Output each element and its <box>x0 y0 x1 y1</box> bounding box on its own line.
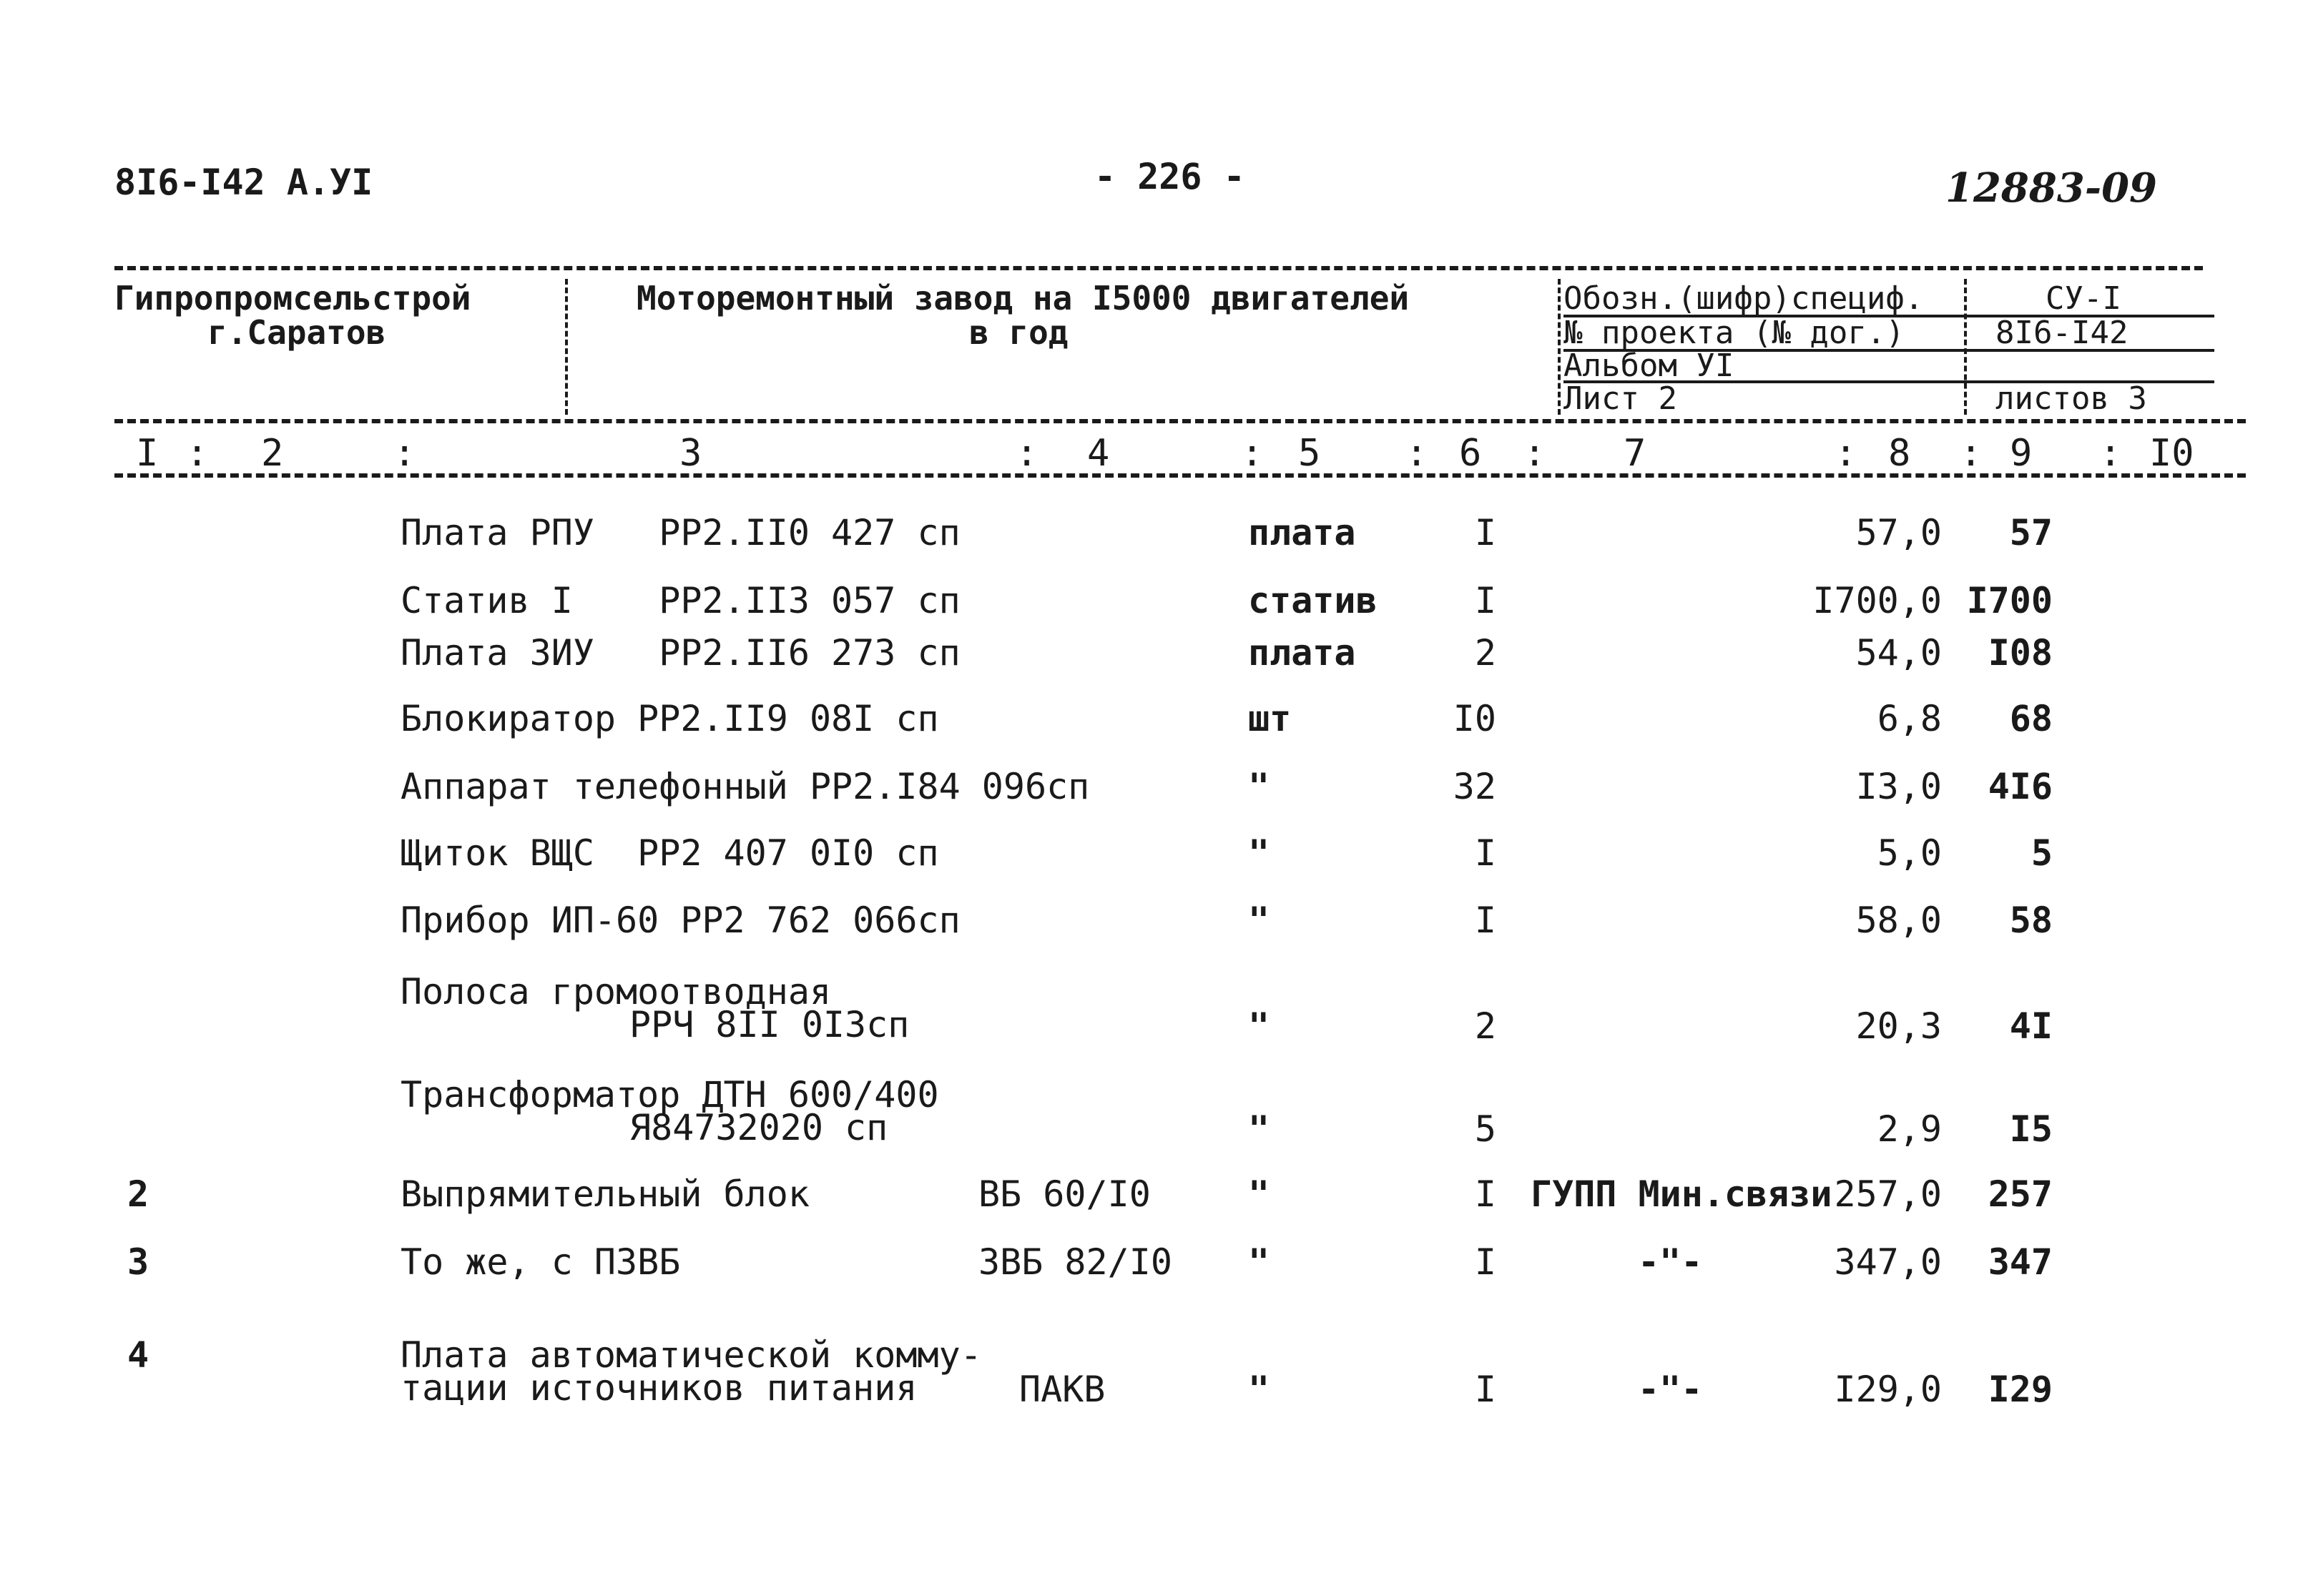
row-unit-price: I29,0 <box>1834 1369 1942 1410</box>
row-name: Щиток ВЩС РР2 407 0I0 сп <box>401 832 939 874</box>
row-unit-price: 347,0 <box>1834 1241 1942 1283</box>
column-number: 5 <box>1298 432 1321 475</box>
row-name: Плата РПУ РР2.II0 427 сп <box>401 512 961 553</box>
column-number: 3 <box>679 432 702 475</box>
row-total: 4I <box>2009 1005 2053 1047</box>
row-name: Полоса громоотводная <box>401 971 832 1013</box>
row-unit-price: 6,8 <box>1877 698 1942 739</box>
row-name: Блокиратор РР2.II9 08I сп <box>401 698 939 739</box>
title-block-divider-2 <box>1558 279 1561 415</box>
sheets-count: листов 3 <box>1995 380 2147 417</box>
row-unit-price: I3,0 <box>1855 766 1942 807</box>
column-header-bottom-border <box>114 473 2246 478</box>
title-block-divider-1 <box>565 279 568 415</box>
row-total: 5 <box>2031 832 2053 874</box>
row-unit-price: 57,0 <box>1855 512 1942 553</box>
row-type-code: ПАКВ <box>1019 1369 1106 1410</box>
row-total: I08 <box>1988 632 2053 674</box>
organization-name: Гипропромсельстрой <box>114 279 471 317</box>
row-quantity: I <box>1474 1369 1496 1410</box>
row-unit: " <box>1248 1005 1270 1047</box>
row-position: 3 <box>127 1241 149 1283</box>
column-number: 9 <box>2010 432 2033 475</box>
column-number: 7 <box>1624 432 1646 475</box>
row-quantity: I <box>1474 900 1496 941</box>
spec-label: Обозн.(шифр)специф. <box>1563 280 1924 317</box>
row-unit: " <box>1248 1369 1270 1410</box>
row-unit: " <box>1248 832 1270 874</box>
row-total: 347 <box>1988 1241 2053 1283</box>
row-total: 58 <box>2009 900 2053 941</box>
project-number-label: № проекта (№ дог.) <box>1563 315 1905 351</box>
row-name: Трансформатор ДТН 600/400 <box>401 1074 939 1115</box>
handwritten-registration-number: 12883-09 <box>1945 164 2157 212</box>
row-unit: " <box>1248 1108 1270 1150</box>
row-name: Аппарат телефонный РР2.I84 096сп <box>401 766 1090 807</box>
column-number: I <box>136 432 159 475</box>
column-number: 2 <box>261 432 284 475</box>
row-total: I700 <box>1966 580 2053 621</box>
row-name: Выпрямительный блок <box>401 1173 810 1215</box>
row-unit: статив <box>1248 580 1378 621</box>
row-manufacturer: -"- <box>1638 1369 1703 1410</box>
column-number: 6 <box>1459 432 1482 475</box>
row-total: 257 <box>1988 1173 2053 1215</box>
column-number: 8 <box>1888 432 1911 475</box>
organization-city: г.Саратов <box>207 313 386 352</box>
column-number: 4 <box>1087 432 1110 475</box>
row-unit: " <box>1248 1173 1270 1215</box>
row-unit-price: 2,9 <box>1877 1108 1942 1150</box>
row-unit: " <box>1248 766 1270 807</box>
row-unit: плата <box>1248 632 1356 674</box>
row-quantity: 2 <box>1474 632 1496 674</box>
row-name: Прибор ИП-60 РР2 762 066сп <box>401 900 961 941</box>
row-quantity: I0 <box>1453 698 1496 739</box>
row-unit-price: 54,0 <box>1855 632 1942 674</box>
row-total: I29 <box>1988 1369 2053 1410</box>
row-name: Статив I РР2.II3 057 сп <box>401 580 961 621</box>
album-label: Альбом УI <box>1563 348 1734 384</box>
row-name: Плата ЗИУ РР2.II6 273 сп <box>401 632 961 674</box>
title-block-divider-3 <box>1964 279 1967 415</box>
row-quantity: I <box>1474 1173 1496 1215</box>
spec-value: СУ-I <box>2046 280 2121 317</box>
row-total: 68 <box>2009 698 2053 739</box>
title-block-top-border <box>114 266 2203 270</box>
row-name: тации источников питания <box>401 1367 918 1409</box>
column-number: I0 <box>2149 432 2194 475</box>
row-quantity: I <box>1474 1241 1496 1283</box>
document-code: 8I6-I42 А.УI <box>114 162 373 203</box>
row-type-code: ЗВБ 82/I0 <box>978 1241 1172 1283</box>
project-title: Моторемонтный завод на I5000 двигателей <box>637 279 1410 317</box>
row-quantity: 5 <box>1474 1108 1496 1150</box>
row-total: 4I6 <box>1988 766 2053 807</box>
row-unit: плата <box>1248 512 1356 553</box>
row-type-code: ВБ 60/I0 <box>978 1173 1151 1215</box>
row-name: Плата автоматической комму- <box>401 1334 982 1376</box>
row-manufacturer: ГУПП Мин.связи <box>1531 1173 1832 1215</box>
row-unit-price: I700,0 <box>1812 580 1942 621</box>
page-number: - 226 - <box>1094 156 1245 197</box>
column-header-top-border <box>114 419 2246 423</box>
row-total: I5 <box>2009 1108 2053 1150</box>
row-quantity: I <box>1474 512 1496 553</box>
sheet-label: Лист 2 <box>1563 380 1677 417</box>
row-quantity: I <box>1474 580 1496 621</box>
row-unit-price: 5,0 <box>1877 832 1942 874</box>
row-name: РРЧ 8II 0I3сп <box>629 1004 910 1045</box>
row-unit: " <box>1248 900 1270 941</box>
row-name: Я84732020 сп <box>629 1107 888 1148</box>
row-unit: " <box>1248 1241 1270 1283</box>
row-unit-price: 20,3 <box>1855 1005 1942 1047</box>
project-number-value: 8I6-I42 <box>1995 315 2128 351</box>
row-total: 57 <box>2009 512 2053 553</box>
row-manufacturer: -"- <box>1638 1241 1703 1283</box>
row-unit-price: 257,0 <box>1834 1173 1942 1215</box>
row-quantity: 2 <box>1474 1005 1496 1047</box>
project-title-continued: в год <box>969 313 1069 352</box>
row-quantity: 32 <box>1453 766 1496 807</box>
row-unit: шт <box>1248 698 1292 739</box>
row-name: То же, с ПЗВБ <box>401 1241 681 1283</box>
row-position: 2 <box>127 1173 149 1215</box>
row-quantity: I <box>1474 832 1496 874</box>
row-position: 4 <box>127 1334 149 1376</box>
row-unit-price: 58,0 <box>1855 900 1942 941</box>
